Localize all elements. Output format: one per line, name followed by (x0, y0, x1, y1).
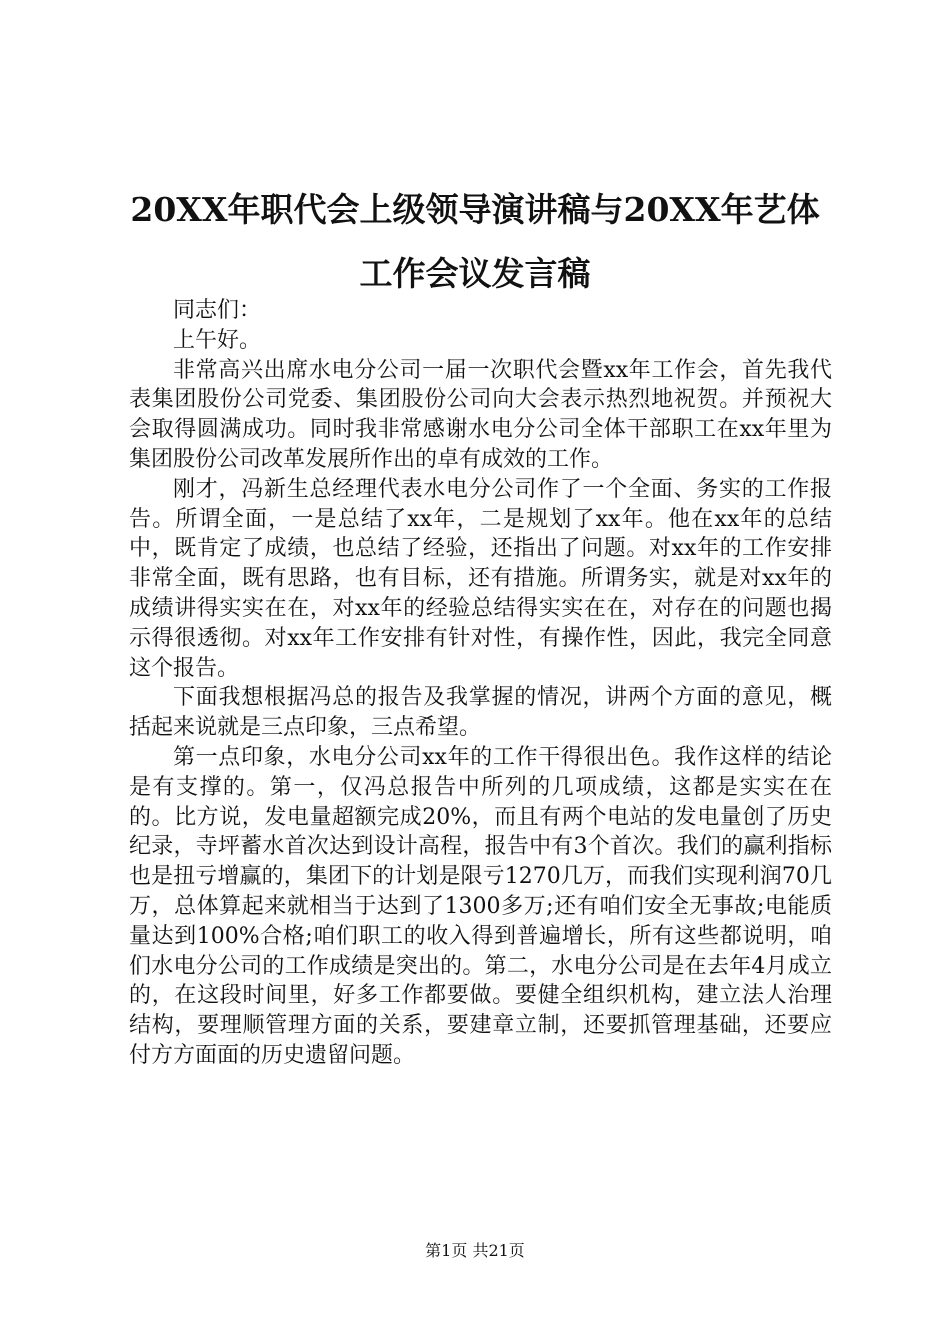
paragraph: 刚才，冯新生总经理代表水电分公司作了一个全面、务实的工作报告。所谓全面，一是总结了xx年，二是规划了xx年。他在xx年的总结中，既肯定了成绩，也总结了经验，还指出了问题。对xx年的工作安排非常全面，既有思路，也有目标，还有措施。所谓务实，就是对xx年的成绩讲得实实在在，对xx年的经验总结得实实在在，对存在的问题也揭示得很透彻。对xx年工作安排有针对性，有操作性，因此，我完全同意这个报告。 (129, 476, 832, 681)
title-line-1: 20XX年职代会上级领导演讲稿与20XX年艺体 (130, 190, 820, 229)
greeting: 上午好。 (173, 327, 262, 353)
paragraph: 非常高兴出席水电分公司一届一次职代会暨xx年工作会，首先我代表集团股份公司党委、集团股份公司向大会表示热烈地祝贺。并预祝大会取得圆满成功。同时我非常感谢水电分公司全体干部职工在xx年里为集团股份公司改革发展所作出的卓有成效的工作。 (129, 357, 832, 472)
paragraph: 下面我想根据冯总的报告及我掌握的情况，讲两个方面的意见，概括起来说就是三点印象，三点希望。 (129, 685, 832, 741)
salutation: 同志们： (173, 298, 262, 323)
document-title (100, 178, 850, 306)
document-body (129, 296, 832, 1071)
paragraph: 第一点印象，水电分公司xx年的工作干得很出色。我作这样的结论是有支撑的。第一，仅冯总报告中所列的几项成绩，这都是实实在在的。比方说，发电量超额完成20%，而且有两个电站的发电量创了历史纪录，寺坪蓄水首次达到设计高程，报告中有3个首次。我们的赢利指标也是扭亏增赢的，集团下的计划是限亏1270几万，而我们实现利润70几万，总体算起来就相当于达到了1300多万;还有咱们安全无事故;电能质量达到100%合格;咱们职工的收入得到普遍增长，所有这些都说明，咱们水电分公司的工作成绩是突出的。第二，水电分公司是在去年4月成立的，在这段时间里，好多工作都要做。要健全组织机构，建立法人治理结构，要理顺管理方面的关系，要建章立制，还要抓管理基础，还要应付方方面面的历史遗留问题。 (129, 744, 832, 1068)
title-line-2: 工作会议发言稿 (359, 254, 591, 293)
page-number-footer: 第1页 共21页 (425, 1241, 525, 1260)
